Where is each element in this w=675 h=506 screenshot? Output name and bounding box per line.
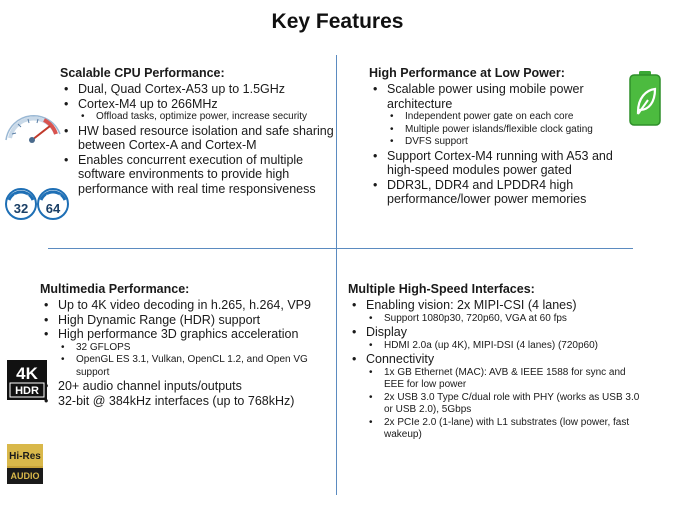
interfaces-section (348, 282, 648, 442)
hi-res-audio-icon (7, 444, 43, 484)
multimedia-section (40, 282, 335, 408)
aarch64-label: AARCH (45, 193, 61, 199)
hires-label: Hi-Res (9, 451, 41, 462)
list-subitem: • 1x GB Ethernet (MAC): AVB & IEEE 1588 for sync and EEE for low power (348, 367, 648, 392)
list-subitem: • Support 1080p30, 720p60, VGA at 60 fps (348, 313, 648, 326)
list-item: • Enabling vision: 2x MIPI-CSI (4 lanes) (348, 298, 648, 313)
list-item: • Scalable power using mobile power architecture (369, 82, 644, 111)
list-item: • Up to 4K video decoding in h.265, h.264, VP9 (40, 298, 335, 313)
4k-hdr-icon (7, 360, 47, 400)
power-heading: High Performance at Low Power: (369, 66, 565, 80)
slide-title: Key Features (271, 10, 404, 33)
list-item: • High Dynamic Range (HDR) support (40, 313, 335, 328)
list-item: • 20+ audio channel inputs/outputs (40, 379, 335, 394)
list-subitem: • OpenGL ES 3.1, Vulkan, OpenCL 1.2, and Open VG support (40, 354, 335, 379)
list-item: • Display (348, 325, 648, 340)
cpu-performance-section (60, 66, 340, 196)
multimedia-heading: Multimedia Performance: (40, 282, 190, 296)
list-item: • Support Cortex-M4 running with A53 and high-speed modules power gated (369, 149, 644, 178)
aarch32-label: AARCH (13, 193, 29, 199)
list-subitem: • Independent power gate on each core (369, 111, 644, 124)
speedometer-icon (0, 104, 64, 152)
list-subitem: • Offload tasks, optimize power, increase security (60, 111, 340, 124)
multimedia-bullets (40, 298, 335, 408)
interfaces-heading: Multiple High-Speed Interfaces: (348, 282, 535, 296)
horizontal-divider (48, 248, 633, 249)
list-item: • Dual, Quad Cortex-A53 up to 1.5GHz (60, 82, 340, 97)
list-subitem: • 2x USB 3.0 Type C/dual role with PHY (works as USB 3.0 or USB 2.0), 5Gbps (348, 392, 648, 417)
list-item: • Enables concurrent execution of multiple software environments to provide high performance with real time responsiveness (60, 153, 340, 197)
cpu-heading: Scalable CPU Performance: (60, 66, 225, 80)
list-subitem: • 2x PCIe 2.0 (1-lane) with L1 substrates (low power, fast wakeup) (348, 417, 648, 442)
audio-label: AUDIO (10, 471, 40, 481)
interfaces-bullets (348, 298, 648, 442)
aarch64-icon (37, 188, 69, 220)
aarch32-icon (5, 188, 37, 220)
list-subitem: • HDMI 2.0a (up 4K), MIPI-DSI (4 lanes) (720p60) (348, 340, 648, 353)
list-item: • DDR3L, DDR4 and LPDDR4 high performance/lower power memories (369, 178, 644, 207)
battery-leaf-icon (628, 70, 662, 126)
aarch32-number: 32 (13, 201, 29, 216)
aarch64-number: 64 (45, 201, 61, 216)
list-subitem: • DVFS support (369, 136, 644, 149)
list-item: • Cortex-M4 up to 266MHz (60, 97, 340, 112)
cpu-bullets (60, 82, 340, 196)
power-performance-section (369, 66, 644, 207)
list-subitem: • Multiple power islands/flexible clock gating (369, 124, 644, 137)
list-item: • HW based resource isolation and safe sharing between Cortex-A and Cortex-M (60, 124, 340, 153)
4k-label: 4K (16, 364, 38, 383)
list-item: • High performance 3D graphics acceleration (40, 327, 335, 342)
list-item: • Connectivity (348, 352, 648, 367)
hdr-label: HDR (15, 385, 39, 397)
list-item: • 32-bit @ 384kHz interfaces (up to 768kHz) (40, 394, 335, 409)
list-subitem: • 32 GFLOPS (40, 342, 335, 355)
power-bullets (369, 82, 644, 207)
